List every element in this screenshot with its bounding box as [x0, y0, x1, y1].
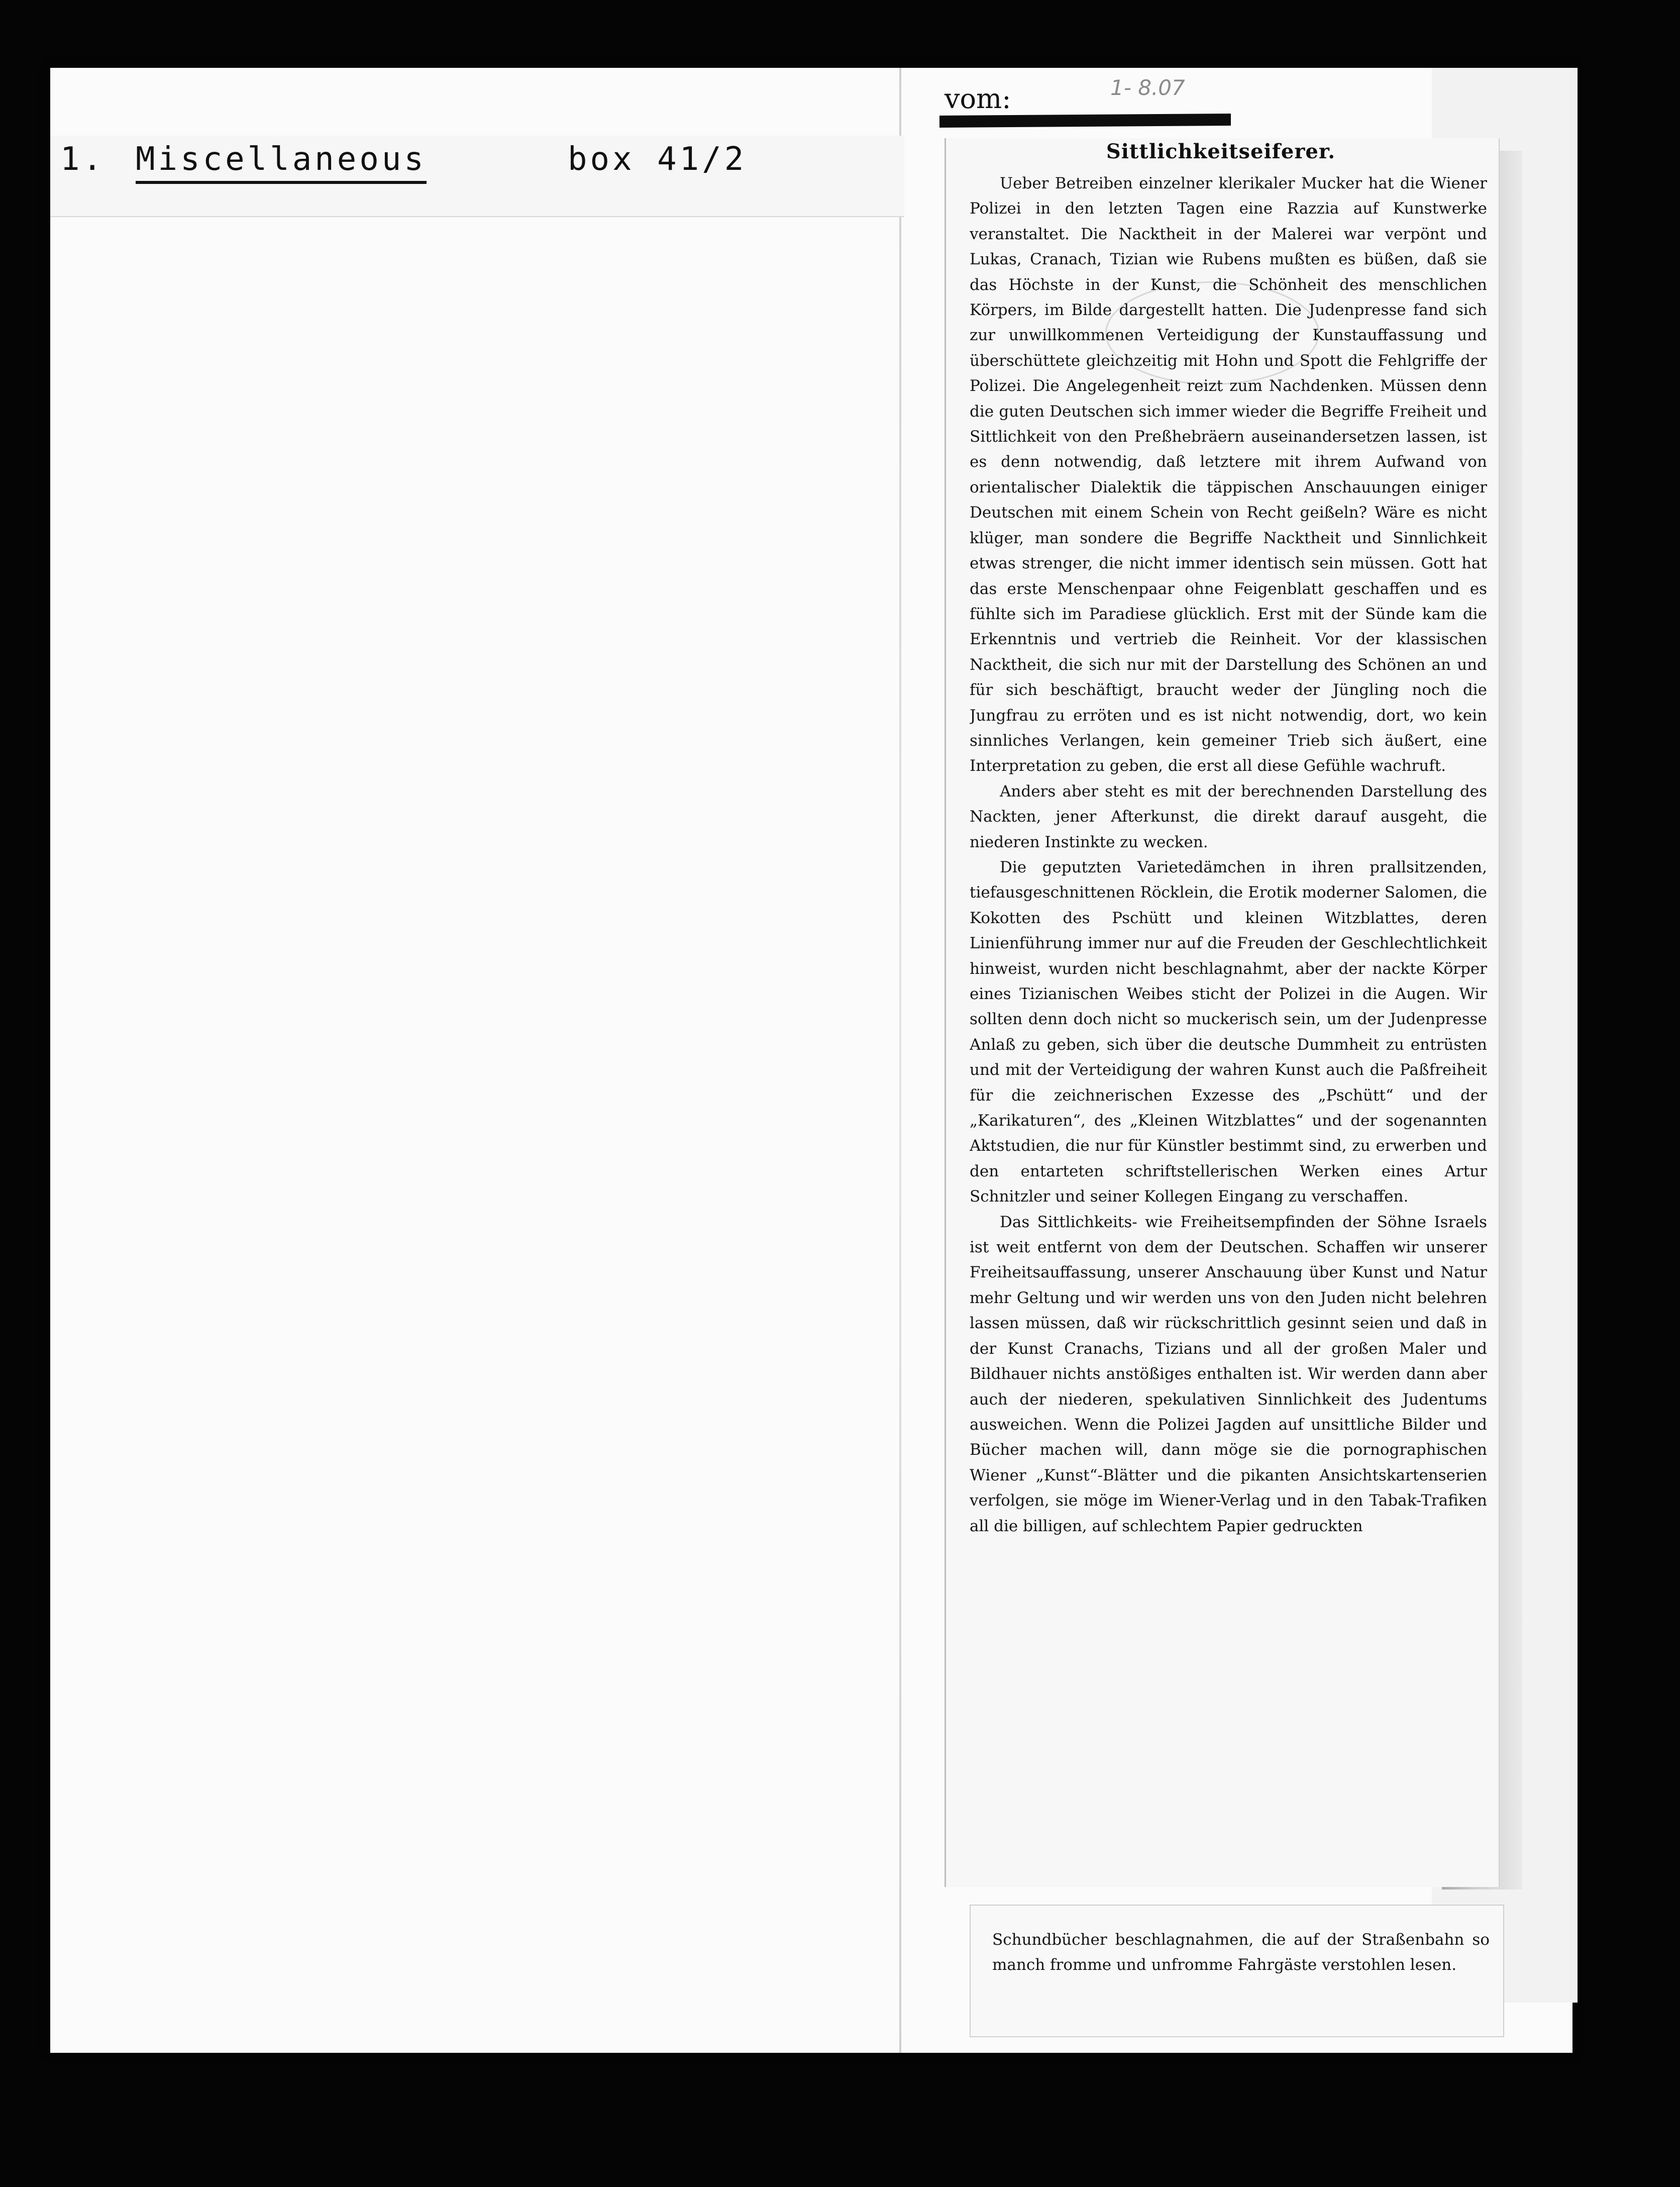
article-continuation: Schundbücher beschlagnahmen, die auf der Straßenbahn so manch fromme und unfromme Fahrgäste verstohlen lesen. [992, 1931, 1490, 1974]
vom-underline [939, 114, 1231, 128]
article-paragraph-2: Anders aber steht es mit der berechnenden Darstellung des Nackten, jener Afterkunst, die direkt darauf ausgeht, die niederen Instinkte zu wecken. [970, 782, 1487, 851]
article-body [970, 171, 1487, 1879]
article-paragraph-3: Die geputzten Varietedämchen in ihren prallsitzenden, tiefausgeschnittenen Röcklein, die Erotik moderner Salomen, die Kokotten des Pschütt und kleinen Witzblattes, deren Linienführung immer nur auf die Freuden der Geschlechtlichkeit hinweist, wurden nicht beschlagnahmt, aber der nackte Körper eines Tizianischen Weibes sticht der Polizei in die Augen. Wir sollten denn doch nicht so muckerisch sein, um der Judenpresse Anlaß zu geben, sich über die deutsche Dummheit zu entrüsten und mit der Verteidigung der wahren Kunst auch die Paßfreiheit für die zeichnerischen Exzesse des „Pschütt“ und der „Karikaturen“, des „Kleinen Witzblattes“ und der sogenannten Aktstudien, die nur für Künstler bestimmt sind, zu erwerben und den entarteten schriftstellerischen Werken eines Artur Schnitzler und seiner Kollegen Eingang zu verschaffen. [970, 858, 1487, 1206]
article-paragraph-1: Ueber Betreiben einzelner klerikaler Mucker hat die Wiener Polizei in den letzten Tagen eine Razzia auf Kunstwerke veranstaltet. Die Nacktheit in der Malerei war verpönt und Lukas, Cranach, Tizian wie Rubens mußten es büßen, daß sie das Höchste in der Kunst, die Schönheit des menschlichen Körpers, im Bilde dargestellt hatten. Die Judenpresse fand sich zur unwillkommenen Verteidigung der Kunstauffassung und überschüttete gleichzeitig mit Hohn und Spott die Fehlgriffe der Polizei. Die Angelegenheit reizt zum Nachdenken. Müssen denn die guten Deutschen sich immer wieder die Begriffe Freiheit und Sittlichkeit von den Preßhebräern auseinandersetzen lassen, ist es denn notwendig, daß letztere mit ihrem Aufwand von orientalischer Dialektik die täppischen Anschauungen einiger Deutschen mit einem Schein von Recht geißeln? Wäre es nicht klüger, man sondere die Begriffe Nacktheit und Sinnlichkeit etwas strenger, die nicht immer identisch sein müssen. Gott hat das erste Menschenpaar ohne Feigenblatt geschaffen und es fühlte sich im Paradiese glücklich. Erst mit der Sünde kam die Erkenntnis und vertrieb die Reinheit. Vor der klassischen Nacktheit, die sich nur mit der Darstellung des Schönen an und für sich beschäftigt, braucht weder der Jüngling noch die Jungfrau zu erröten und es ist nicht notwendig, dort, wo kein sinnliches Verlangen, kein gemeiner Trieb sich äußert, eine Interpretation zu geben, die erst all diese Gefühle wachruft. [970, 174, 1487, 775]
pencil-note: 1- 8.07 [1110, 75, 1185, 100]
article-title: Sittlichkeitseiferer. [1106, 140, 1336, 163]
article-paragraph-4: Das Sittlichkeits- wie Freiheitsempfinden der Söhne Israels ist weit entfernt von dem der Deutschen. Schaffen wir unserer Freiheitsauffassung, unserer Anschauung über Kunst und Natur mehr Geltung und wir werden uns von den Juden nicht belehren lassen müssen, daß wir rückschrittlich gesinnt seien und daß in der Kunst Cranachs, Tizians und all der großen Maler und Bildhauer nichts anstößiges enthalten ist. Wir werden dann aber auch der niederen, spekulativen Sinnlichkeit des Judentums ausweichen. Wenn die Polizei Jagden auf unsittliche Bilder und Bücher machen will, dann möge sie die pornographischen Wiener „Kunst“-Blätter und die pikanten Ansichtskartenserien verfolgen, sie möge im Wiener-Verlag und in den Tabak-Trafiken all die billigen, auf schlechtem Papier gedruckten [970, 1213, 1487, 1535]
fold-line [899, 68, 901, 2053]
vom-label: vom: [944, 83, 1011, 115]
header-category: Miscellaneous [136, 141, 427, 184]
header-box: box 41/2 [568, 141, 747, 178]
header-number: 1. [60, 141, 106, 178]
